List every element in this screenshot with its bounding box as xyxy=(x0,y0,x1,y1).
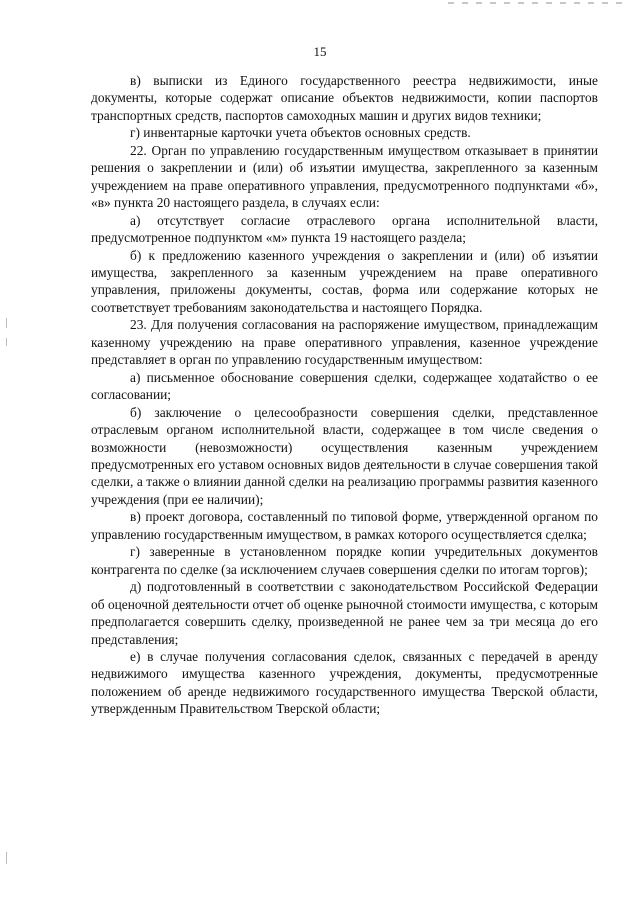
paragraph-23-a: а) письменное обоснование совершения сделки, содержащее ходатайство о ее согласовании; xyxy=(91,369,598,403)
scan-artifact-left-1 xyxy=(6,318,7,328)
scan-artifact-top xyxy=(448,2,628,4)
paragraph-v-extracts: в) выписки из Единого государственного реестра недвижимости, иные документы, которые содержат описание объектов недвижимости, копии паспортов транспортных средств, паспортов самоходных машин и других видов техники; xyxy=(91,73,598,123)
paragraph-23-e: е) в случае получения согласования сделок, связанных с передачей в аренду недвижимого имущества казенного учреждения, документы, предусмотренные положением об аренде недвижимого государственного имущества Тверской области, утвержденным Правительством Тверской области; xyxy=(91,648,598,717)
paragraph-g-inventory-cards: г) инвентарные карточки учета объектов основных средств. xyxy=(130,125,471,141)
scan-artifact-left-3 xyxy=(6,852,7,864)
paragraph-23-g: г) заверенные в установленном порядке копии учредительных документов контрагента по сделке (за исключением случаев совершения сделки по итогам торгов); xyxy=(91,544,598,577)
paragraph-23-b: б) заключение о целесообразности совершения сделки, представленное отраслевым органом исполнительной власти, содержащее в том числе сведения о возможности (невозможности) осуществления казенным учреждением предусмотренных его уставом основных видов деятельности в случае совершения такой сделки, а также о влиянии данной сделки на реализацию программы развития казенного учреждения (при ее наличии); xyxy=(91,404,598,507)
document-body xyxy=(91,72,598,718)
paragraph-22-b: б) к предложению казенного учреждения о закреплении и (или) об изъятии имущества, закрепленного за казенным учреждением на праве оперативного управления, приложены документы, состав, форма или содержание которых не соответствует требованиям законодательства и настоящего Порядка. xyxy=(91,247,598,315)
paragraph-23: 23. Для получения согласования на распоряжение имуществом, принадлежащим казенному учреждению на праве оперативного управления, казенное учреждение представляет в орган по управлению государственным имуществом: xyxy=(91,317,598,368)
paragraph-23-d: д) подготовленный в соответствии с законодательством Российской Федерации об оценочной деятельности отчет об оценке рыночной стоимости имущества, с которым предполагается совершить сделку, произведенной не ранее чем за три месяца до его представления; xyxy=(91,579,598,647)
paragraph-22: 22. Орган по управлению государственным имуществом отказывает в принятии решения о закреплении и (или) об изъятии имущества, закрепленного за казенным учреждением на праве оперативного управления, предусмотренного подпунктами «б», «в» пункта 20 настоящего раздела, в случаях если: xyxy=(91,142,598,211)
paragraph-22-a: а) отсутствует согласие отраслевого органа исполнительной власти, предусмотренное подпунктом «м» пункта 19 настоящего раздела; xyxy=(91,212,598,246)
scan-artifact-left-2 xyxy=(6,338,7,346)
page-number: 15 xyxy=(313,44,327,59)
paragraph-23-v: в) проект договора, составленный по типовой форме, утвержденной органом по управлению государственным имуществом, в рамках которого осуществляется сделка; xyxy=(91,509,598,542)
